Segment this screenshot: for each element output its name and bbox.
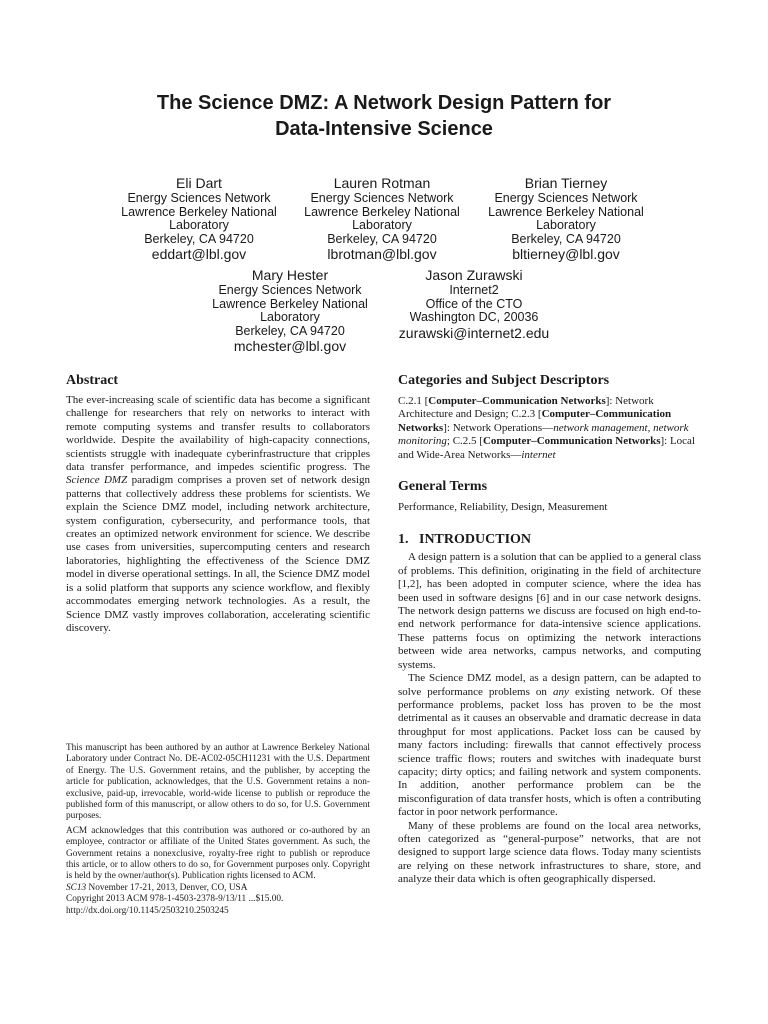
abstract-body [66,394,370,635]
author-email[interactable]: zurawski@internet2.edu [398,324,550,341]
author-email[interactable]: eddart@lbl.gov [151,246,247,262]
introduction-heading: 1. INTRODUCTION [398,532,532,548]
author-lab-2: Laboratory [169,218,229,232]
author-email[interactable]: mchester@lbl.gov [233,338,347,354]
intro-paragraph-1: A design pattern is a solution that can be applied to a general class of problems. This definition, originating in the field of architecture [1,2], has been adopted in computer science, where the idea has been used in software designs [6] and in our case network designs. The network design patterns we discuss are focused on high end-to-end network performance for data-intensive science applications. These patterns focus on optimizing the network interactions between wide area networks, campus networks, and computing systems. [398,551,701,671]
author-block-dart [99,175,299,263]
author-lab: Lawrence Berkeley National [212,296,368,311]
footnote-venue: SC13 November 17-21, 2013, Denver, CO, USA [66,882,248,893]
paper-title-line-2: Data-Intensive Science [275,118,493,140]
author-block-zurawski [374,267,574,342]
footnote-body [66,743,370,917]
author-office: Office of the CTO [425,296,523,311]
general-terms-heading: General Terms [398,479,488,495]
footnote-acm-notice: ACM acknowledges that this contribution was authored or co-authored by an employee, contractor or affiliate of the United States government. As such, the Government retains a nonexclusive, royalty-free right to publish or reproduce this article, or to allow others to do so, for Government purposes only. Copyright is held by the owner/author(s). Publication rights licensed to ACM. [66,825,370,882]
author-block-rotman [282,175,482,263]
footnote-lbnl-notice: This manuscript has been authored by an author at Lawrence Berkeley National Laboratory under Contract No. DE-AC02-05CH11231 with the U.S. Department of Energy. The U.S. Government retains, and the publisher, by accepting the article for publication, acknowledges, that the U.S. Government retains a non-exclusive, paid-up, irrevocable, world-wide license to publish or reproduce the published form of this manuscript, or allow others to do so, for U.S. Government purposes. [66,743,370,822]
author-org: Internet2 [449,283,499,297]
author-lab-2: Laboratory [536,218,596,232]
author-lab: Lawrence Berkeley National [488,204,644,219]
author-name: Brian Tierney [524,175,608,191]
author-city: Berkeley, CA 94720 [144,231,254,246]
author-name: Jason Zurawski [425,267,523,283]
author-lab-2: Laboratory [260,310,320,324]
author-lab: Lawrence Berkeley National [304,204,460,219]
author-org: Energy Sciences Network [218,283,362,297]
author-email[interactable]: bltierney@lbl.gov [512,246,620,262]
general-terms-body: Performance, Reliability, Design, Measurement [398,501,608,514]
author-name: Lauren Rotman [333,175,431,191]
footnote-copyright: Copyright 2013 ACM 978-1-4503-2378-9/13/11 ...$15.00. [66,894,284,905]
author-city: Berkeley, CA 94720 [511,231,621,246]
author-org: Energy Sciences Network [310,191,454,205]
author-name: Eli Dart [176,175,222,191]
categories-heading: Categories and Subject Descriptors [398,373,610,388]
abstract-paragraph: The ever-increasing scale of scientific data has become a significant challenge for researchers that rely on networks to interact with remote computing systems and transfer results to collaborators worldwide. Despite the availability of high-capacity connections, scientists struggle with inadequate cyberinfrastructure that cripples data transfer performance, and impedes scientific progress. The Science DMZ paradigm comprises a proven set of network design patterns that collectively address these problems for scientists. We explain the Science DMZ model, including network architecture, system configuration, cybersecurity, and performance tools, that creates an optimized network environment for science. We describe use cases from universities, supercomputing centers and research laboratories, highlighting the effectiveness of the Science DMZ model in diverse operational settings. In all, the Science DMZ model is a solid platform that supports any science workflow, and flexibly accommodates emerging network technologies. As a result, the Science DMZ vastly improves collaboration, accelerating scientific discovery. [66,394,371,634]
introduction-body [398,551,701,886]
footnote-doi-link[interactable]: http://dx.doi.org/10.1145/2503210.2503245 [66,905,229,916]
author-name: Mary Hester [251,267,329,283]
paper-title-line-1: The Science DMZ: A Network Design Pattern for [156,92,612,114]
author-email[interactable]: lbrotman@lbl.gov [327,246,437,262]
right-column [398,372,701,887]
author-lab: Lawrence Berkeley National [121,204,277,219]
author-block-hester [190,267,390,355]
author-city: Washington DC, 20036 [409,310,539,324]
categories-body: C.2.1 [Computer–Communication Networks]: Network Architecture and Design; C.2.3 [Computer–Communication Networks]: Network Operations—network management, network monitoring; C.2.5 [Computer–Communication Networks]: Local and Wide-Area Networks—internet [398,395,695,461]
author-org: Energy Sciences Network [494,191,638,205]
emphasis-science-dmz: Science DMZ [66,474,128,487]
author-block-tierney [466,175,666,263]
paper-title [0,90,768,142]
copyright-footnote [66,743,370,917]
author-lab-2: Laboratory [352,218,412,232]
intro-paragraph-2: The Science DMZ model, as a design pattern, can be adapted to solve performance problems on any existing network. Of these performance problems, packet loss has proven to be the most detrimental as it causes an observable and dramatic decrease in data throughput for most applications. Packet loss can be caused by many factors including: firewalls that cannot effectively process science traffic flows; routers and switches with inadequate burst capacity; dirty optics; and failing network and system components. In addition, another performance problem can be the misconfiguration of data transfer hosts, which is often a contributing factor in poor network performance. [398,672,701,819]
author-city: Berkeley, CA 94720 [235,323,345,338]
emphasis-any: any [553,685,569,698]
intro-paragraph-3: Many of these problems are found on the local area networks, often categorized as “general-purpose” networks, that are not designed to support large science data flows. Today many scientists are relying on these network infrastructures to share, store, and analyze their data which is often geographically dispersed. [398,819,701,886]
author-org: Energy Sciences Network [127,191,271,205]
abstract-heading: Abstract [66,373,119,388]
left-column [66,372,370,635]
author-city: Berkeley, CA 94720 [327,231,437,246]
